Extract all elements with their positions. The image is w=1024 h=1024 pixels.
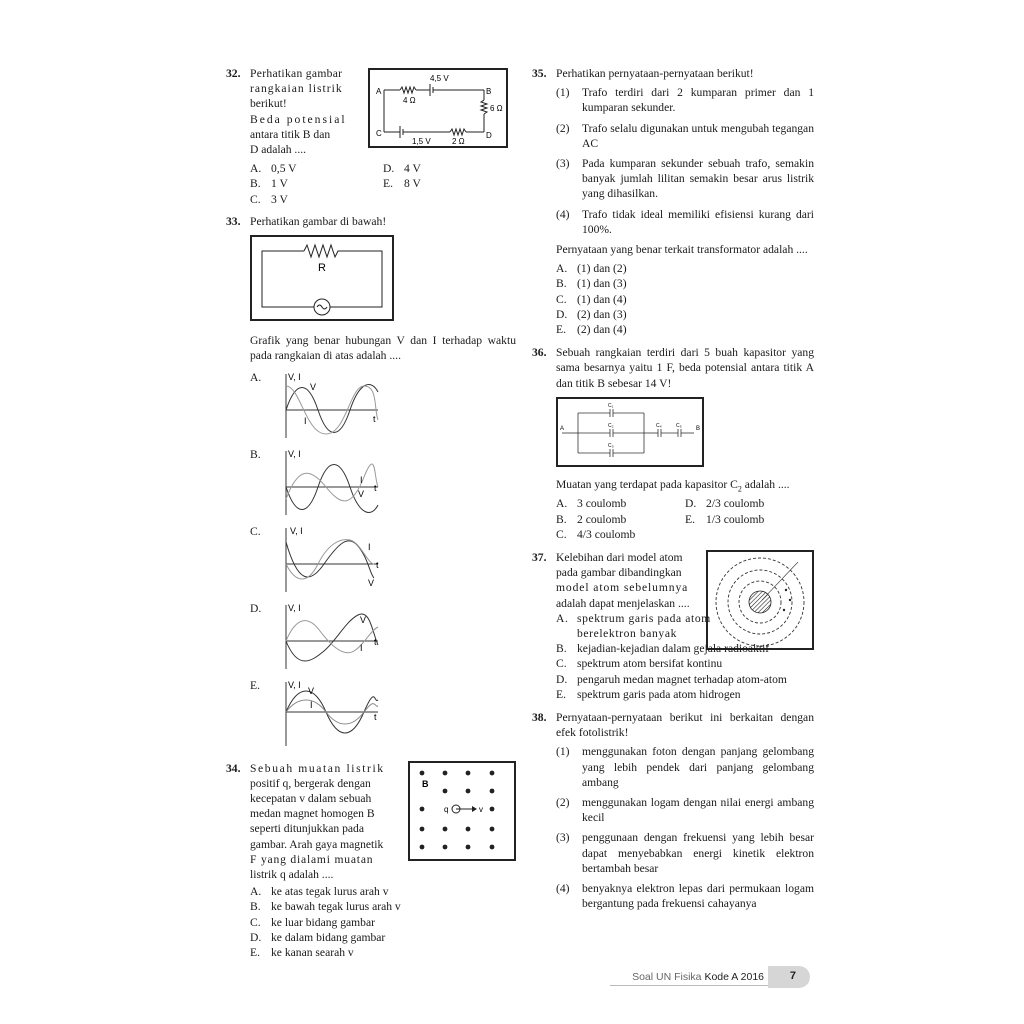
question-33 — [226, 214, 516, 753]
option-e[interactable]: E. 1/3 coulomb — [685, 512, 765, 526]
option-d[interactable]: D. ke dalam bidang gambar — [250, 930, 386, 944]
question-36 — [532, 345, 814, 542]
svg-text:V: V — [368, 577, 375, 588]
svg-text:I: I — [360, 642, 363, 653]
statement-1: (1) Trafo terdiri dari 2 kumparan primer dan 1 kumparan sekunder. — [556, 86, 814, 115]
option-a[interactable]: A. ke atas tegak lurus arah v — [250, 885, 389, 899]
option-a[interactable]: A. 3 coulomb — [556, 497, 627, 511]
question-number: 34. — [226, 761, 241, 775]
vi-graph — [274, 524, 384, 596]
velocity-label: v — [479, 804, 483, 814]
option-b[interactable]: B. (1) dan (3) — [556, 277, 627, 291]
charge-q-label: q — [444, 804, 449, 814]
question-stem: Pernyataan-pernyataan berikut ini berkaitan dengan efek fotolistrik! — [556, 711, 814, 740]
question-number: 32. — [226, 67, 241, 80]
question-text: Pernyataan yang benar terkait transformator adalah .... — [556, 243, 808, 257]
point-a-label: A — [560, 425, 565, 432]
question-text: Muatan yang terdapat pada kapasitor $C_2$ adalah .... — [556, 477, 790, 494]
resistor-label: 6 Ω — [490, 104, 503, 113]
option-b[interactable]: B. 1 V — [250, 177, 288, 191]
svg-text:V, I: V, I — [288, 371, 301, 382]
svg-text:V: V — [310, 381, 317, 392]
svg-text:I: I — [304, 415, 307, 426]
stem-line: kecepatan v dalam sebuah — [250, 792, 372, 806]
option-a[interactable]: A. (1) dan (2) — [556, 262, 627, 276]
question-number: 38. — [532, 711, 547, 725]
stem-line: rangkaian listrik — [250, 82, 343, 96]
option-b[interactable]: B. 2 coulomb — [556, 512, 627, 526]
option-c[interactable]: C. 4/3 coulomb — [556, 527, 636, 541]
point-d-label: D — [486, 131, 492, 140]
graph-option-d[interactable]: D. V, I V I t — [250, 601, 516, 676]
vi-graph — [274, 678, 384, 750]
option-b[interactable]: B. kejadian-kejadian dalam gejala radioaktif — [556, 642, 770, 656]
stem-line: model atom sebelumnya — [556, 581, 689, 595]
magnetic-field-diagram — [410, 763, 514, 859]
point-c-label: C — [376, 129, 382, 138]
voltage-label: 1,5 V — [412, 137, 431, 146]
stem-line: pada gambar dibandingkan — [556, 566, 682, 580]
option-e[interactable]: E. ke kanan searah v — [250, 946, 354, 960]
option-d[interactable]: D. pengaruh medan magnet terhadap atom-atom — [556, 672, 787, 686]
statement-2: (2) Trafo selalu digunakan untuk mengubah tegangan AC — [556, 121, 814, 150]
svg-text:V, I: V, I — [288, 448, 301, 459]
circuit-figure — [368, 68, 508, 148]
statement-3: (3) penggunaan dengan frekuensi yang lebih besar dapat menyebabkan energi kinetik elektron bertambah besar — [556, 831, 814, 875]
capacitor-diagram — [558, 399, 702, 465]
graph-option-c[interactable]: C. V, I V I t — [250, 524, 516, 599]
svg-text:V, I: V, I — [288, 679, 301, 690]
question-35 — [532, 66, 814, 337]
ac-circuit-diagram — [252, 237, 392, 319]
resistor-label: 4 Ω — [403, 96, 416, 105]
capacitor-label: C₁ — [608, 402, 614, 409]
stem-line: Perhatikan gambar — [250, 67, 343, 80]
svg-text:t: t — [376, 559, 379, 570]
option-d[interactable]: D. (2) dan (3) — [556, 307, 627, 321]
vi-graph — [274, 601, 384, 673]
svg-text:t: t — [374, 482, 377, 493]
svg-text:V, I: V, I — [290, 525, 303, 536]
svg-text:t: t — [374, 636, 377, 647]
option-d[interactable]: D. 2/3 coulomb — [685, 497, 765, 511]
capacitor-label: C₄ — [656, 422, 662, 429]
stem-line: adalah dapat menjelaskan .... — [556, 596, 690, 610]
capacitor-figure — [556, 397, 704, 467]
ac-circuit-figure — [250, 235, 394, 321]
right-column — [532, 66, 814, 919]
question-stem — [250, 66, 350, 157]
footer-title: Soal UN Fisika Kode A 2016 — [632, 971, 764, 983]
voltage-label: 4,5 V — [430, 74, 449, 83]
option-e[interactable]: E. spektrum garis pada atom hidrogen — [556, 687, 741, 701]
option-e[interactable]: E. (2) dan (4) — [556, 323, 627, 337]
question-stem: Sebuah rangkaian terdiri dari 5 buah kapasitor yang sama besarnya yaitu 1 F, beda potensial antara titik A dan titik B sebesar 14 V! — [556, 346, 814, 390]
point-a-label: A — [376, 87, 382, 96]
atom-model-figure — [706, 550, 814, 650]
option-d[interactable]: D. 4 V — [383, 162, 421, 176]
stem-line: Beda potensial — [250, 112, 347, 126]
vi-graph — [274, 370, 384, 442]
svg-text:I: I — [360, 474, 363, 485]
question-stem — [556, 550, 692, 611]
resistor-label: 2 Ω — [452, 137, 465, 146]
option-e[interactable]: E. 8 V — [383, 177, 421, 191]
question-text: Grafik yang benar hubungan V dan I terhadap waktu pada rangkaian di atas adalah .... — [250, 334, 516, 363]
vi-graph — [274, 447, 384, 519]
stem-line: F yang dialami muatan — [250, 852, 374, 866]
stem-line: Kelebihan dari model atom — [556, 550, 683, 564]
stem-line: gambar. Arah gaya magnetik — [250, 837, 384, 851]
question-38 — [532, 710, 814, 911]
question-stem: Perhatikan gambar di bawah! — [250, 215, 387, 228]
option-c[interactable]: C. spektrum atom bersifat kontinu — [556, 657, 723, 671]
question-stem — [250, 761, 390, 883]
svg-text:t: t — [373, 413, 376, 424]
field-b-label: B — [422, 778, 429, 789]
graph-option-a[interactable]: A. V, I V I t — [250, 370, 516, 445]
svg-text:V: V — [360, 614, 367, 625]
question-number: 37. — [532, 550, 547, 564]
question-number: 33. — [226, 215, 241, 228]
question-34 — [226, 761, 516, 961]
resistor-label: R — [318, 262, 326, 275]
svg-text:I: I — [368, 541, 371, 552]
graph-option-b[interactable]: B. V, I V I t — [250, 447, 516, 522]
option-c[interactable]: C. ke luar bidang gambar — [250, 915, 375, 929]
stem-line: medan magnet homogen B — [250, 807, 375, 821]
answer-options — [250, 161, 516, 207]
statement-2: (2) menggunakan logam dengan nilai energi ambang kecil — [556, 796, 814, 825]
statement-1: (1) menggunakan foton dengan panjang gelombang yang lebih pendek dari panjang gelombang ambang — [556, 745, 814, 789]
question-stem: Perhatikan pernyataan-pernyataan berikut! — [556, 67, 754, 80]
stem-line: berikut! — [250, 97, 287, 111]
svg-text:V: V — [308, 685, 315, 696]
question-37 — [532, 550, 814, 702]
capacitor-label: C₂ — [608, 422, 614, 429]
svg-text:I: I — [310, 699, 313, 710]
stem-line: D adalah .... — [250, 143, 307, 157]
answer-options — [250, 884, 516, 960]
svg-text:t: t — [374, 711, 377, 722]
circuit-diagram — [370, 70, 506, 146]
magnetic-field-figure — [408, 761, 516, 861]
svg-text:V, I: V, I — [288, 602, 301, 613]
option-a[interactable]: A. 0,5 V — [250, 162, 297, 176]
page-number: 7 — [789, 970, 796, 982]
statement-4: (4) benyaknya elektron lepas dari permukaan logam bergantung pada frekuensi cahayanya — [556, 882, 814, 911]
svg-text:V: V — [358, 488, 365, 499]
option-a[interactable]: A. spektrum garis pada atom berelektron banyak — [556, 611, 711, 640]
question-number: 35. — [532, 67, 547, 80]
point-b-label: B — [486, 87, 492, 96]
page-footer — [610, 966, 810, 988]
option-c[interactable]: C. (1) dan (4) — [556, 292, 627, 306]
point-b-label: B — [696, 425, 701, 432]
statement-4: (4) Trafo tidak ideal memiliki efisiensi kurang dari 100%. — [556, 207, 814, 236]
atom-model-diagram — [708, 552, 812, 648]
stem-line: seperti ditunjukkan pada — [250, 822, 364, 836]
statement-3: (3) Pada kumparan sekunder sebuah trafo, semakin banyak jumlah lilitan semakin besar arus listrik yang dihasilkan. — [556, 157, 814, 201]
capacitor-label: C₃ — [608, 442, 614, 449]
stem-line: antara titik B dan — [250, 127, 331, 141]
stem-line: listrik q adalah .... — [250, 868, 334, 882]
left-column — [226, 66, 516, 968]
question-32 — [226, 66, 516, 206]
stem-line: Sebuah muatan listrik — [250, 761, 385, 775]
capacitor-label: C₅ — [676, 422, 682, 429]
option-c[interactable]: C. 3 V — [250, 192, 288, 206]
question-number: 36. — [532, 346, 547, 360]
graph-option-e[interactable]: E. V, I V I t — [250, 678, 516, 753]
stem-line: positif q, bergerak dengan — [250, 776, 371, 790]
option-b[interactable]: B. ke bawah tegak lurus arah v — [250, 900, 401, 914]
